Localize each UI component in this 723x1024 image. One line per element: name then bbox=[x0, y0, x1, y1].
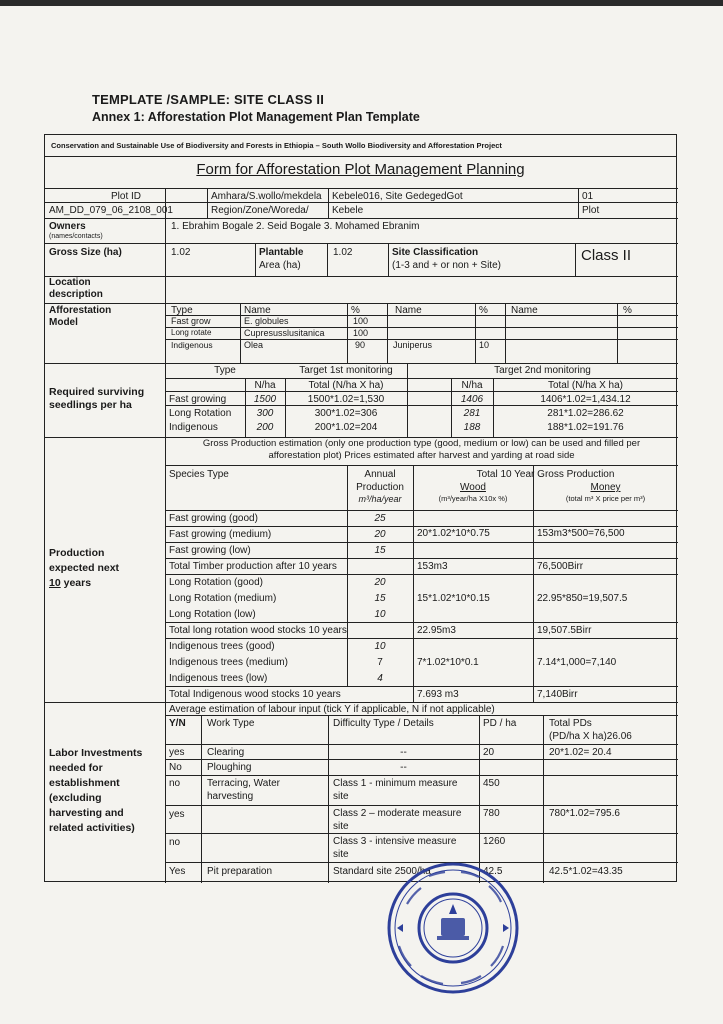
production-label-3: 10 bbox=[49, 577, 61, 589]
wood-sub: (m³/year/ha X10x %) bbox=[438, 494, 508, 503]
labor-class2-yn: yes bbox=[169, 809, 185, 820]
annex-title: Annex 1: Afforestation Plot Management Plan Template bbox=[92, 110, 420, 124]
labor-pdha-header: PD / ha bbox=[483, 718, 517, 729]
labor-label-6: related activities) bbox=[49, 822, 135, 834]
survival-total2: Total (N/ha X ha) bbox=[547, 380, 624, 391]
plantable-value: 1.02 bbox=[333, 247, 353, 258]
labor-class2-diff: Class 2 – moderate measure bbox=[333, 808, 462, 819]
survival-fast-type: Fast growing bbox=[169, 394, 227, 405]
labor-class1-pd: 450 bbox=[483, 778, 500, 789]
owners-label: Owners bbox=[49, 221, 86, 232]
labor-class2-total: 780*1.02=795.6 bbox=[549, 808, 620, 819]
kebele-value: Kebele016, Site GedegedGot bbox=[332, 191, 463, 202]
labor-terracing-type: Terracing, Water bbox=[207, 778, 280, 789]
labor-label-4: (excluding bbox=[49, 792, 102, 804]
region-value: Amhara/S.wollo/mekdela bbox=[211, 191, 322, 202]
fast-medium-label: Fast growing (medium) bbox=[169, 529, 272, 540]
labor-terracing-type-2: harvesting bbox=[207, 791, 254, 802]
survival-nha2: N/ha bbox=[461, 380, 483, 391]
project-banner: Conservation and Sustainable Use of Biodiversity and Forests in Ethiopia – South Wollo Biodiversity and Afforestation Project bbox=[45, 135, 676, 157]
long-wood-calc: 15*1.02*10*0.15 bbox=[417, 593, 490, 604]
gross-size-label: Gross Size (ha) bbox=[49, 247, 122, 258]
total-indig-label: Total Indigenous wood stocks 10 years bbox=[169, 689, 341, 700]
fast-good-value: 25 bbox=[374, 513, 386, 524]
money-header: Money bbox=[590, 482, 621, 493]
indig-low-value: 4 bbox=[377, 673, 383, 684]
labor-totalpds-sub: (PD/ha X ha)26.06 bbox=[549, 731, 632, 742]
labor-clearing-total: 20*1.02= 20.4 bbox=[549, 747, 612, 758]
labor-pit-diff: Standard site 2500/ha bbox=[333, 866, 431, 877]
survival-long-total1: 300*1.02=306 bbox=[314, 408, 378, 419]
production-label: Production bbox=[49, 547, 105, 559]
plot-number: 01 bbox=[582, 191, 594, 202]
labor-clearing-yn: yes bbox=[169, 747, 185, 758]
labor-terracing-yn: no bbox=[169, 778, 181, 789]
plot-id-value: AM_DD_079_06_2108_001 bbox=[49, 205, 173, 216]
model-header-name3: Name bbox=[511, 305, 538, 316]
kebele-label: Kebele bbox=[332, 205, 364, 216]
labor-pit-yn: Yes bbox=[169, 866, 186, 877]
model-row-fast-name: E. globules bbox=[244, 316, 289, 326]
model-header-name1: Name bbox=[244, 305, 271, 316]
model-row-indig-name: Olea bbox=[244, 340, 264, 350]
model-row-long-type: Long rotate bbox=[171, 328, 212, 337]
indig-good-value: 10 bbox=[374, 641, 386, 652]
labor-class2-pd: 780 bbox=[483, 808, 500, 819]
survival-long-nha1: 300 bbox=[256, 408, 274, 419]
total-long-label: Total long rotation wood stocks 10 years bbox=[169, 625, 347, 636]
labor-difficulty-header: Difficulty Type / Details bbox=[333, 718, 434, 729]
site-class-label: Site Classification bbox=[392, 247, 479, 258]
production-label-2: expected next bbox=[49, 562, 120, 574]
labor-pit-type: Pit preparation bbox=[207, 866, 273, 877]
labor-ploughing-yn: No bbox=[169, 762, 182, 773]
production-note-2: afforestation plot) Prices estimated after harvest and yarding at road side bbox=[268, 450, 575, 461]
owners-value: 1. Ebrahim Bogale 2. Seid Bogale 3. Mohamed Ebranim bbox=[171, 221, 420, 232]
fast-low-label: Fast growing (low) bbox=[169, 545, 251, 556]
region-label: Region/Zone/Woreda/ bbox=[211, 205, 309, 216]
total-long-wood: 22.95m3 bbox=[417, 625, 456, 636]
labor-label-3: establishment bbox=[49, 777, 120, 789]
total-long-money: 19,507.5Birr bbox=[537, 625, 592, 636]
form-title: Form for Afforestation Plot Management Planning bbox=[196, 161, 525, 178]
labor-clearing-type: Clearing bbox=[207, 747, 245, 758]
model-row-fast-type: Fast grow bbox=[171, 316, 211, 326]
labor-label-5: harvesting and bbox=[49, 807, 124, 819]
model-row-indig-pct2: 10 bbox=[479, 340, 490, 350]
gross-size-value: 1.02 bbox=[171, 247, 191, 258]
survival-type-header: Type bbox=[214, 365, 236, 376]
official-seal-icon bbox=[385, 860, 521, 996]
site-class-sub: (1-3 and + or non + Site) bbox=[392, 260, 501, 271]
labor-pit-pd: 42.5 bbox=[483, 866, 503, 877]
indig-medium-value: 7 bbox=[377, 657, 383, 668]
plot-label: Plot bbox=[582, 205, 600, 216]
owners-sublabel: (names/contacts) bbox=[49, 233, 103, 240]
model-label-2: Model bbox=[49, 317, 78, 328]
labor-class2-site: site bbox=[333, 821, 349, 832]
indig-good-label: Indigenous trees (good) bbox=[169, 641, 275, 652]
model-header-pct1: % bbox=[351, 305, 360, 316]
survival-fast-total1: 1500*1.02=1,530 bbox=[307, 394, 385, 405]
plot-id-label: Plot ID bbox=[110, 191, 141, 202]
species-type-header: Species Type bbox=[169, 469, 229, 480]
labor-totalpds-header: Total PDs bbox=[549, 718, 592, 729]
plantable-sub: Area (ha) bbox=[259, 260, 301, 271]
location-label: Location bbox=[49, 277, 91, 288]
survival-fast-nha2: 1406 bbox=[460, 394, 484, 405]
labor-class3-pd: 1260 bbox=[483, 836, 506, 847]
survival-long-total2: 281*1.02=286.62 bbox=[547, 408, 624, 419]
annual-header-2: Production bbox=[356, 482, 404, 493]
survival-fast-nha1: 1500 bbox=[253, 394, 277, 405]
total-timber-money: 76,500Birr bbox=[537, 561, 584, 572]
labor-worktype-header: Work Type bbox=[207, 718, 255, 729]
total-indig-wood: 7.693 m3 bbox=[417, 689, 459, 700]
survival-indig-nha2: 188 bbox=[463, 422, 481, 433]
labor-label-2: needed for bbox=[49, 762, 103, 774]
labor-label: Labor Investments bbox=[49, 747, 143, 759]
labor-clearing-pd: 20 bbox=[483, 747, 495, 758]
total-indig-money: 7,140Birr bbox=[537, 689, 578, 700]
labor-pit-total: 42.5*1.02=43.35 bbox=[549, 866, 623, 877]
fast-low-value: 15 bbox=[374, 545, 386, 556]
fast-money-calc: 153m3*500=76,500 bbox=[537, 528, 625, 539]
long-medium-label: Long Rotation (medium) bbox=[169, 593, 277, 604]
labor-class3-site: site bbox=[333, 849, 349, 860]
model-row-fast-pct: 100 bbox=[353, 316, 369, 326]
long-low-label: Long Rotation (low) bbox=[169, 609, 256, 620]
survival-indig-total1: 200*1.02=204 bbox=[314, 422, 378, 433]
labor-class3-diff: Class 3 - intensive measure bbox=[333, 836, 457, 847]
survival-indig-total2: 188*1.02=191.76 bbox=[547, 422, 624, 433]
model-header-pct2: % bbox=[479, 305, 488, 316]
money-sub: (total m³ X price per m³) bbox=[565, 494, 646, 503]
wood-header: Wood bbox=[460, 482, 486, 493]
long-low-value: 10 bbox=[374, 609, 386, 620]
long-good-label: Long Rotation (good) bbox=[169, 577, 263, 588]
indig-money-calc: 7.14*1,000=7,140 bbox=[537, 657, 617, 668]
model-header-name2: Name bbox=[395, 305, 422, 316]
form-frame bbox=[44, 134, 677, 882]
labor-ploughing-type: Ploughing bbox=[207, 762, 252, 773]
survival-target1: Target 1st monitoring bbox=[299, 365, 393, 376]
model-row-indig-type: Indigenous bbox=[171, 340, 213, 350]
survival-indig-type: Indigenous bbox=[169, 422, 218, 433]
labor-class3-yn: no bbox=[169, 837, 181, 848]
survival-fast-total2: 1406*1.02=1,434.12 bbox=[540, 394, 631, 405]
plantable-label: Plantable bbox=[259, 247, 304, 258]
indig-low-label: Indigenous trees (low) bbox=[169, 673, 268, 684]
model-row-long-name: Cupresusslusitanica bbox=[244, 328, 325, 338]
model-header-pct3: % bbox=[623, 305, 632, 316]
labor-yn-header: Y/N bbox=[169, 718, 186, 729]
survival-label: Required surviving bbox=[49, 386, 145, 398]
fast-medium-value: 20 bbox=[374, 529, 386, 540]
survival-label-2: seedlings per ha bbox=[49, 399, 132, 411]
annual-header-3: m³/ha/year bbox=[358, 494, 402, 504]
survival-target2: Target 2nd monitoring bbox=[494, 365, 591, 376]
long-good-value: 20 bbox=[374, 577, 386, 588]
production-label-4: years bbox=[63, 577, 92, 589]
model-row-long-pct: 100 bbox=[353, 328, 369, 338]
labor-clearing-diff: -- bbox=[400, 747, 407, 758]
location-label-2: description bbox=[49, 289, 103, 300]
labor-ploughing-diff: -- bbox=[400, 762, 407, 773]
annual-header: Annual bbox=[364, 469, 396, 480]
site-class-value: Class II bbox=[581, 247, 632, 264]
survival-long-type: Long Rotation bbox=[169, 408, 232, 419]
long-money-calc: 22.95*850=19,507.5 bbox=[537, 593, 628, 604]
survival-total1: Total (N/ha X ha) bbox=[308, 380, 384, 391]
model-row-indig-name2: Juniperus bbox=[393, 340, 433, 350]
labor-class1-diff: Class 1 - minimum measure bbox=[333, 778, 458, 789]
indig-medium-label: Indigenous trees (medium) bbox=[169, 657, 288, 668]
scan-edge bbox=[0, 0, 723, 6]
fast-wood-calc: 20*1.02*10*0.75 bbox=[417, 528, 490, 539]
survival-nha1: N/ha bbox=[254, 380, 276, 391]
long-medium-value: 15 bbox=[374, 593, 386, 604]
model-label: Afforestation bbox=[49, 305, 112, 316]
total-timber-wood: 153m3 bbox=[417, 561, 448, 572]
model-row-indig-pct: 90 bbox=[355, 340, 366, 350]
indig-wood-calc: 7*1.02*10*0.1 bbox=[417, 657, 479, 668]
fast-good-label: Fast growing (good) bbox=[169, 513, 258, 524]
labor-note: Average estimation of labour input (tick Y if applicable, N if not applicable) bbox=[169, 704, 495, 715]
survival-long-nha2: 281 bbox=[463, 408, 481, 419]
survival-indig-nha1: 200 bbox=[256, 422, 274, 433]
total10-header: Total 10 Year Gross Production bbox=[476, 469, 615, 480]
production-note-1: Gross Production estimation (only one production type (good, medium or low) can be used and filled per bbox=[202, 438, 641, 449]
total-timber-label: Total Timber production after 10 years bbox=[169, 561, 337, 572]
model-header-type: Type bbox=[171, 305, 193, 316]
labor-class1-site: site bbox=[333, 791, 349, 802]
template-title: TEMPLATE /SAMPLE: SITE CLASS II bbox=[92, 92, 325, 107]
